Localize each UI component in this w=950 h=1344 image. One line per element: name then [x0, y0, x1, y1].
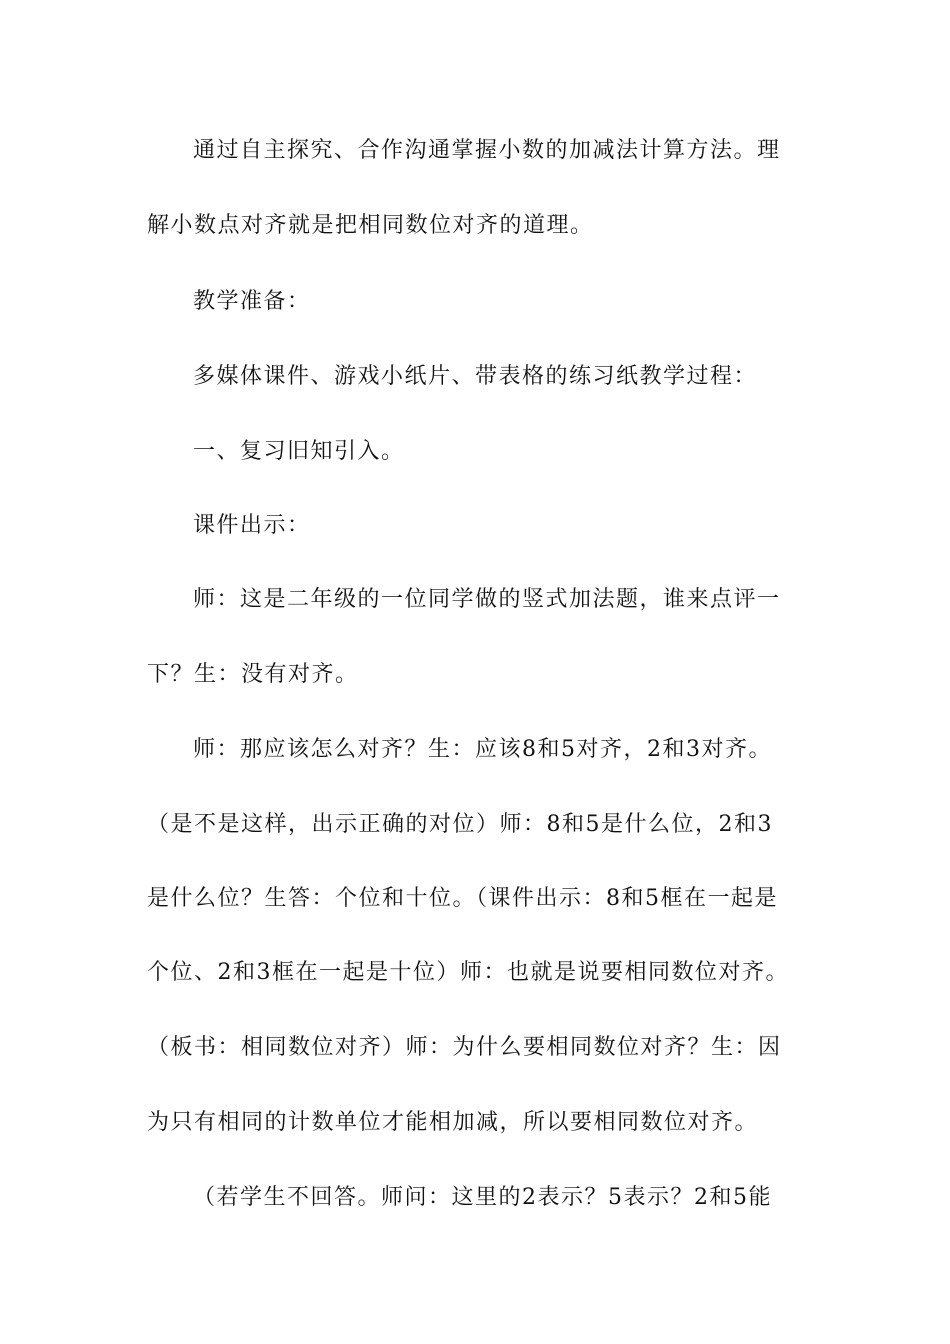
- paragraph-line: 师：那应该怎么对齐？生：应该8和5对齐，2和3对齐。: [193, 737, 772, 762]
- paragraph-line: 个位、2和3框在一起是十位）师：也就是说要相同数位对齐。: [147, 960, 789, 985]
- paragraph-line: 下？生：没有对齐。: [147, 662, 359, 687]
- paragraph-line: 多媒体课件、游戏小纸片、带表格的练习纸教学过程：: [193, 364, 758, 389]
- section-heading: 教学准备：: [193, 289, 311, 314]
- paragraph-line: （是不是这样，出示正确的对位）师：8和5是什么位，2和3: [147, 812, 773, 837]
- paragraph-line: 是什么位？生答：个位和十位。（课件出示：8和5框在一起是: [147, 886, 778, 911]
- paragraph-line: 为只有相同的计数单位才能相加减，所以要相同数位对齐。: [147, 1110, 759, 1135]
- paragraph-line: 师：这是二年级的一位同学做的竖式加法题，谁来点评一: [193, 587, 781, 612]
- paragraph-line: （若学生不回答。师问：这里的2表示？5表示？2和5能: [193, 1185, 772, 1210]
- paragraph-line: 课件出示：: [193, 513, 311, 538]
- paragraph-line: （板书：相同数位对齐）师：为什么要相同数位对齐？生：因: [147, 1035, 782, 1060]
- section-heading: 一、复习旧知引入。: [193, 439, 405, 464]
- paragraph-line: 通过自主探究、合作沟通掌握小数的加减法计算方法。理: [193, 138, 781, 163]
- paragraph-line: 解小数点对齐就是把相同数位对齐的道理。: [147, 213, 594, 238]
